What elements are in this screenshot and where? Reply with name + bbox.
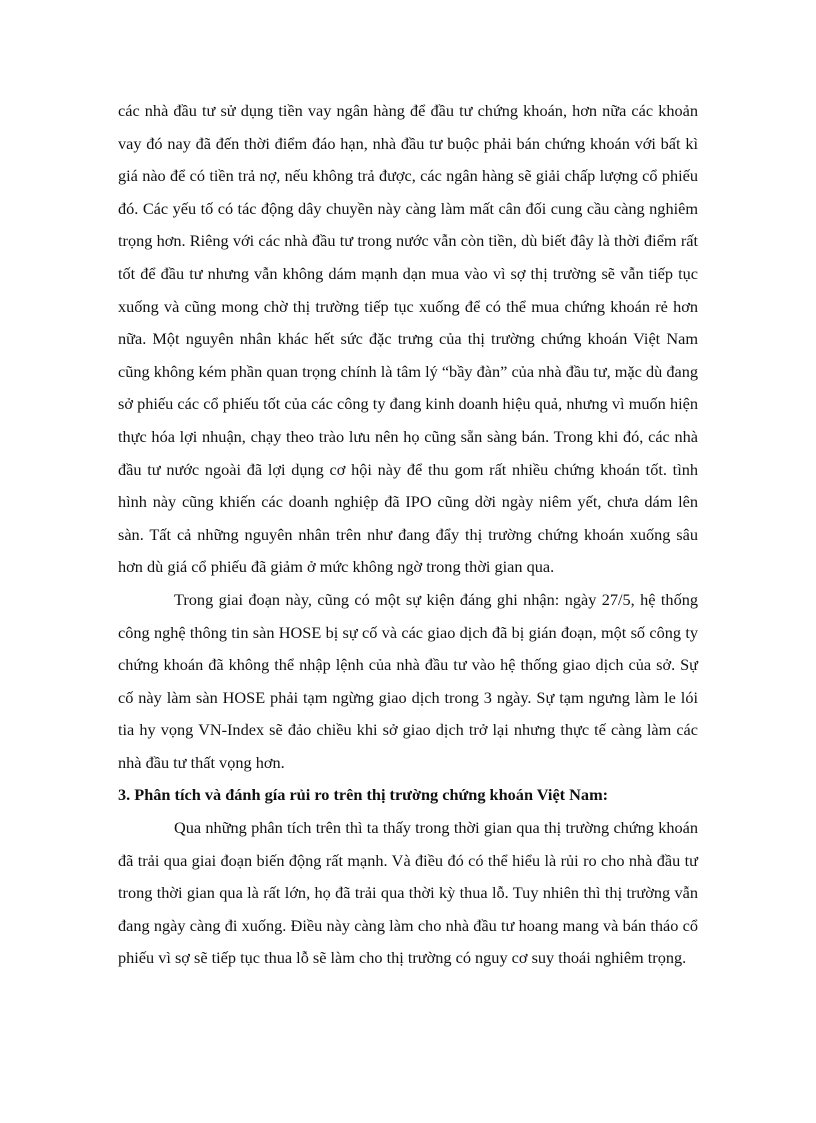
section-heading: 3. Phân tích và đánh gía rủi ro trên thị trường chứng khoán Việt Nam: xyxy=(118,785,609,805)
paragraph-risk-analysis: Qua những phân tích trên thì ta thấy trong thời gian qua thị trường chứng khoán đã trải qua giai đoạn biến động rất mạnh. Và điều đó có thể hiểu là rủi ro cho nhà đầu tư trong thời gian qua là rất lớn, họ đã trải qua thời kỳ thua lỗ. Tuy nhiên thì thị trường vẫn đang ngày càng đi xuống. Điều này càng làm cho nhà đầu tư hoang mang và bán tháo cổ phiếu vì sợ sẽ tiếp tục thua lỗ sẽ làm cho thị trường có nguy cơ suy thoái nghiêm trọng. xyxy=(118,818,698,968)
paragraph-continuation: các nhà đầu tư sử dụng tiền vay ngân hàng để đầu tư chứng khoán, hơn nữa các khoản vay đó nay đã đến thời điểm đáo hạn, nhà đầu tư buộc phải bán chứng khoán với bất kì giá nào để có tiền trả nợ, nếu không trả được, các ngân hàng sẽ giải chấp lượng cổ phiếu đó. Các yếu tố có tác động dây chuyền này càng làm mất cân đối cung cầu càng nghiêm trọng hơn. Riêng với các nhà đầu tư trong nước vẫn còn tiền, dù biết đây là thời điểm rất tốt để đầu tư nhưng vẫn không dám mạnh dạn mua vào vì sợ thị trường sẽ vẫn tiếp tục xuống và cũng mong chờ thị trường tiếp tục xuống để có thể mua chứng khoán rẻ hơn nữa. Một nguyên nhân khác hết sức đặc trưng của thị trường chứng khoán Việt Nam cũng không kém phần quan trọng chính là tâm lý “bầy đàn” của nhà đầu tư, mặc dù đang sở phiếu các cổ phiếu tốt của các công ty đang kinh doanh hiệu quả, nhưng vì muốn hiện thực hóa lợi nhuận, chạy theo trào lưu nên họ cũng sẵn sàng bán. Trong khi đó, các nhà đầu tư nước ngoài đã lợi dụng cơ hội này để thu gom rất nhiều chứng khoán tốt. tình hình này cũng khiến các doanh nghiệp đã IPO cũng dời ngày niêm yết, chưa dám lên sàn. Tất cả những nguyên nhân trên như đang đẩy thị trường chứng khoán xuống sâu hơn dù giá cổ phiếu đã giảm ở mức không ngờ trong thời gian qua. xyxy=(118,101,698,577)
document-body xyxy=(118,95,698,975)
paragraph-hose-incident: Trong giai đoạn này, cũng có một sự kiện đáng ghi nhận: ngày 27/5, hệ thống công nghệ thông tin sàn HOSE bị sự cố và các giao dịch đã bị gián đoạn, một số công ty chứng khoán đã không thể nhập lệnh của nhà đầu tư vào hệ thống giao dịch của sở. Sự cố này làm sàn HOSE phải tạm ngừng giao dịch trong 3 ngày. Sự tạm ngưng làm le lói tia hy vọng VN-Index sẽ đảo chiều khi sở giao dịch trở lại nhưng thực tế càng làm các nhà đầu tư thất vọng hơn. xyxy=(118,589,698,772)
